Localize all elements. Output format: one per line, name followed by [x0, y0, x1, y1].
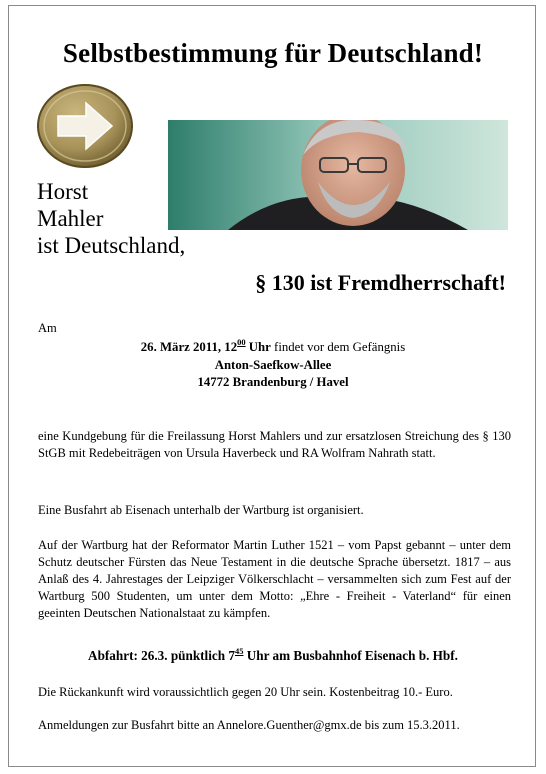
subheadline: § 130 ist Fremdherrschaft!	[255, 270, 506, 295]
right-arrow-icon	[36, 83, 134, 169]
paragraph-registration: Anmeldungen zur Busfahrt bitte an Annelore.Guenther@gmx.de bis zum 15.3.2011.	[38, 718, 460, 732]
event-details	[0, 334, 546, 392]
name-line-first: Horst	[37, 179, 89, 204]
event-time-sup: 00	[237, 337, 246, 347]
page-headline: Selbstbestimmung für Deutschland!	[62, 38, 484, 68]
name-line-statement: ist Deutschland,	[37, 233, 186, 258]
event-date-line	[0, 334, 546, 357]
event-time-suffix: Uhr	[245, 340, 271, 354]
departure-prefix: Abfahrt: 26.3. pünktlich 7	[88, 648, 235, 663]
paragraph-return: Die Rückankunft wird voraussichtlich gegen 20 Uhr sein. Kostenbeitrag 10.- Euro.	[38, 685, 453, 699]
departure-sup: 45	[234, 646, 244, 656]
event-location-phrase: findet vor dem Gefängnis	[270, 340, 406, 354]
name-line-last: Mahler	[37, 206, 104, 231]
event-city: 14772 Brandenburg / Havel	[197, 375, 349, 389]
departure-line	[0, 646, 546, 664]
paragraph-history: Auf der Wartburg hat der Reformator Martin Luther 1521 – vom Papst gebannt – unter dem Schutz deutscher Fürsten das Neue Testament in die deutsche Sprache übersetzt. 1817 – aus Anlaß des 4. Jahrestages der Leipziger Völkerschlacht – versammelten sich zum Fest auf der Wartburg 500 Studenten, um unter dem Motto: „Ehre - Freiheit - Vaterland“ für einen geeinten Deutschen Nationalstaat zu kämpfen.	[38, 538, 511, 620]
portrait-photo	[168, 120, 508, 230]
event-street: Anton-Saefkow-Allee	[214, 357, 332, 372]
name-block	[37, 178, 185, 259]
paragraph-bus: Eine Busfahrt ab Eisenach unterhalb der Wartburg ist organisiert.	[38, 503, 364, 517]
paragraph-rally: eine Kundgebung für die Freilassung Horst Mahlers und zur ersatzlosen Streichung des § 130 StGB mit Redebeiträgen von Ursula Haverbeck und RA Wolfram Nahrath statt.	[38, 429, 511, 460]
intro-text: Am	[38, 321, 57, 335]
event-date: 26. März 2011, 12	[140, 340, 238, 354]
departure-suffix: Uhr am Busbahnhof Eisenach b. Hbf.	[243, 648, 458, 663]
